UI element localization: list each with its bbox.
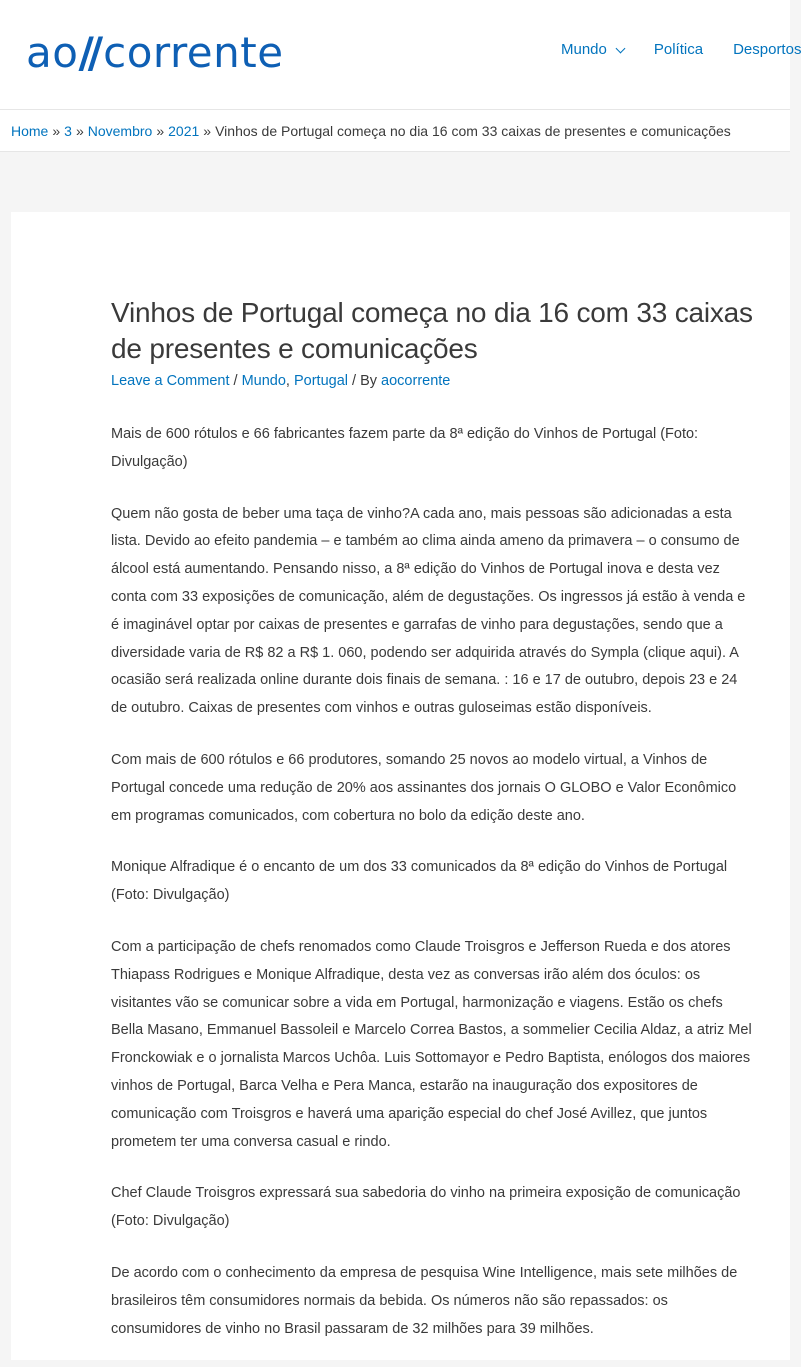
- meta-comma: ,: [285, 373, 294, 389]
- article-title: Vinhos de Portugal começa no dia 16 com 33 caixas de presentes e comunicações: [111, 297, 753, 364]
- nav-item-politica[interactable]: [654, 40, 703, 60]
- breadcrumb-home[interactable]: Home: [11, 123, 49, 139]
- breadcrumb-bar: [0, 110, 790, 152]
- article-body: [111, 421, 756, 1343]
- paragraph: Mais de 600 rótulos e 66 fabricantes fazem parte da 8ª edição do Vinhos de Portugal (Foto: Divulgação): [111, 426, 699, 470]
- breadcrumb-current: Vinhos de Portugal começa no dia 16 com 33 caixas de presentes e comunicações: [215, 123, 731, 139]
- paragraph: De acordo com o conhecimento da empresa de pesquisa Wine Intelligence, mais sete milhões de brasileiros têm consumidores normais da bebida. Os números não são repassados: os consumidores de vinho no Brasil passaram de 32 milhões para 39 milhões.: [111, 1264, 738, 1337]
- breadcrumb-month[interactable]: Novembro: [87, 123, 153, 139]
- breadcrumb: [11, 122, 731, 140]
- nav-label: Política: [653, 41, 704, 58]
- paragraph: Com mais de 600 rótulos e 66 produtores, somando 25 novos ao modelo virtual, a Vinhos de Portugal concede uma redução de 20% aos assinantes dos jornais O GLOBO e Valor Econômico em programas comunicados, com cobertura no bolo da edição deste ano.: [111, 751, 737, 824]
- article-meta: [111, 370, 756, 392]
- main-nav: [561, 40, 801, 60]
- site-header: [0, 0, 801, 110]
- content-card: [11, 212, 790, 1360]
- site-logo[interactable]: [26, 30, 284, 76]
- breadcrumb-year[interactable]: 2021: [168, 123, 200, 139]
- paragraph: Chef Claude Troisgros expressará sua sabedoria do vinho na primeira exposição de comunicação (Foto: Divulgação): [111, 1185, 741, 1230]
- paragraph: Monique Alfradique é o encanto de um dos 33 comunicados da 8ª edição do Vinhos de Portugal (Foto: Divulgação): [111, 859, 728, 904]
- nav-label: Desportos: [733, 41, 801, 58]
- meta-separator: /: [233, 373, 242, 389]
- logo-suffix: corrente: [103, 28, 284, 77]
- breadcrumb-day[interactable]: 3: [64, 123, 72, 139]
- breadcrumb-separator: »: [52, 123, 61, 139]
- logo-slashes: //: [78, 28, 98, 77]
- logo-prefix: ao: [26, 28, 79, 77]
- chevron-down-icon[interactable]: [615, 43, 625, 53]
- paragraph: Com a participação de chefs renomados como Claude Troisgros e Jefferson Rueda e dos atores Thiapass Rodrigues e Monique Alfradique, desta vez as conversas irão além dos óculos: os visitantes vão se comunicar sobre a vida em Portugal, harmonização e viagens. Estão os chefs Bella Masano, Emmanuel Bassoleil e Marcelo Correa Bastos, a sommelier Cecilia Aldaz, a atriz Mel Fronckowiak e o jornalista Marcos Uchôa. Luis Sottomayor e Pedro Baptista, enólogos dos maiores vinhos de Portugal, Barca Velha e Pera Manca, estarão na inauguração dos expositores de comunicação com Troisgros e haverá uma aparição especial do chef José Avillez, que juntos prometem ter uma conversa casual e rindo.: [111, 938, 752, 1150]
- article: [111, 295, 756, 1367]
- breadcrumb-separator: »: [75, 123, 84, 139]
- nav-item-desportos[interactable]: [733, 40, 801, 60]
- breadcrumb-separator: »: [203, 123, 212, 139]
- meta-by: By: [360, 373, 378, 389]
- nav-item-mundo[interactable]: [561, 40, 624, 60]
- category-link-mundo[interactable]: Mundo: [241, 373, 286, 389]
- category-link-portugal[interactable]: Portugal: [293, 373, 348, 389]
- meta-separator: /: [352, 373, 361, 389]
- breadcrumb-separator: »: [156, 123, 165, 139]
- paragraph: Quem não gosta de beber uma taça de vinho?A cada ano, mais pessoas são adicionadas a esta lista. Devido ao efeito pandemia – e também ao clima ainda ameno da primavera – o consumo de álcool está aumentando. Pensando nisso, a 8ª edição do Vinhos de Portugal inova e desta vez conta com 33 exposições de comunicação, além de degustações. Os ingressos já estão à venda e é imaginável optar por caixas de presentes e garrafas de vinho para degustações, sendo que a diversidade varia de R$ 82 a R$ 1. 060, podendo ser adquirida através do Sympla (clique aqui). A ocasião será realizada online durante dois finais de semana. : 16 e 17 de outubro, depois 23 e 24 de outubro. Caixas de presentes com vinhos e outras guloseimas estão disponíveis.: [111, 505, 746, 717]
- nav-label: Mundo: [561, 41, 607, 58]
- author-link[interactable]: aocorrente: [381, 373, 451, 389]
- leave-comment-link[interactable]: Leave a Comment: [111, 373, 230, 389]
